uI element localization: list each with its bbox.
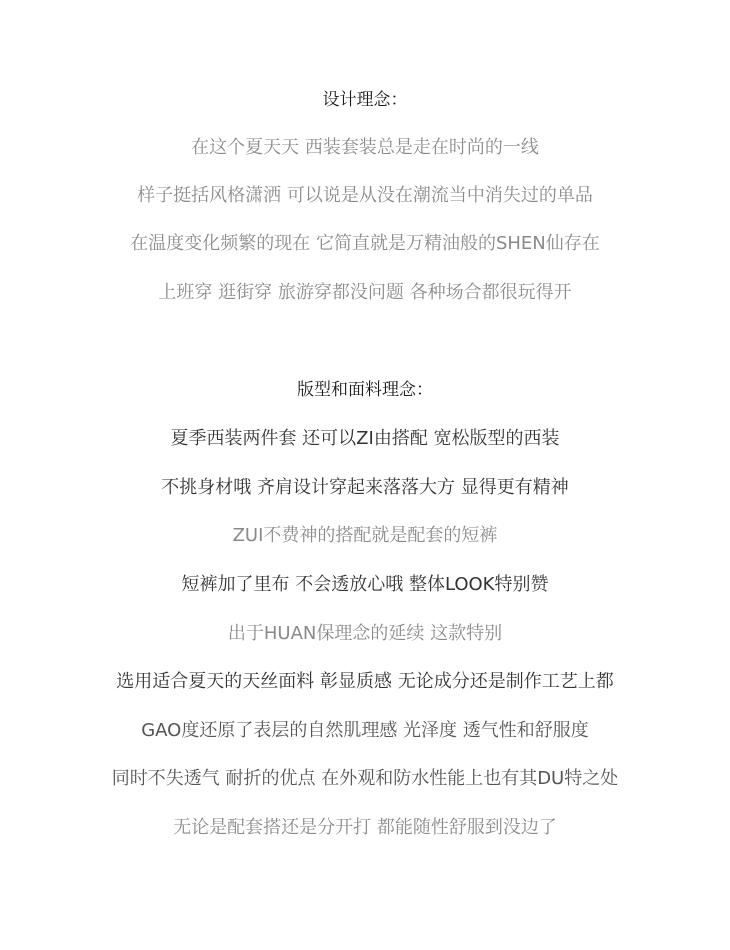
fabric-concept-line: 选用适合夏天的天丝面料 彰显质感 无论成分还是制作工艺上都 — [116, 671, 614, 692]
fabric-concept-line: 不挑身材哦 齐肩设计穿起来落落大方 显得更有精神 — [161, 477, 569, 498]
fabric-concept-line: 无论是配套搭还是分开打 都能随性舒服到没边了 — [173, 817, 557, 838]
design-concept-heading: 设计理念： — [322, 90, 408, 110]
fabric-concept-line: 短裤加了里布 不会透放心哦 整体LOOK特别赞 — [181, 574, 549, 595]
design-concept-line: 上班穿 逛街穿 旅游穿都没问题 各种场合都很玩得开 — [158, 282, 572, 303]
fabric-concept-line: GAO度还原了表层的自然肌理感 光泽度 透气性和舒服度 — [141, 720, 589, 741]
fabric-concept-heading: 版型和面料理念： — [297, 380, 433, 400]
design-concept-line: 在这个夏天天 西装套装总是走在时尚的一线 — [191, 137, 539, 158]
design-concept-line: 在温度变化频繁的现在 它简直就是万精油般的SHEN仙存在 — [130, 233, 600, 254]
design-concept-line: 样子挺括风格潇洒 可以说是从没在潮流当中消失过的单品 — [137, 185, 593, 206]
fabric-concept-line: 出于HUAN保理念的延续 这款特别 — [227, 623, 503, 644]
fabric-concept-line: ZUI不费神的搭配就是配套的短裤 — [232, 525, 498, 546]
fabric-concept-line: 夏季西装两件套 还可以ZI由搭配 宽松版型的西装 — [170, 428, 560, 449]
fabric-concept-line: 同时不失透气 耐折的优点 在外观和防水性能上也有其DU特之处 — [111, 768, 619, 789]
